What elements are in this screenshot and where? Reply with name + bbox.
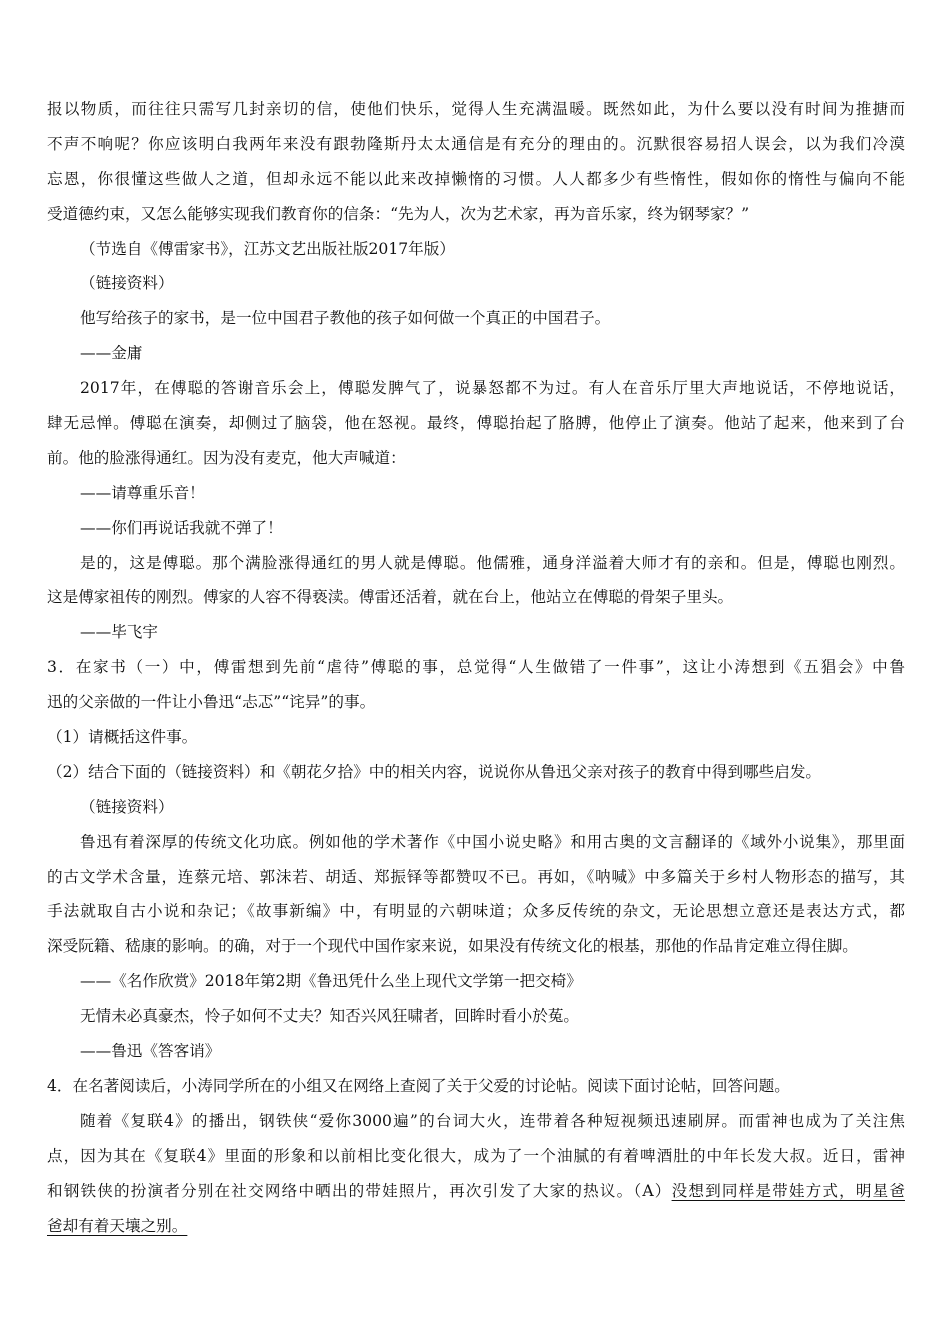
paragraph	[47, 476, 905, 511]
text-line: 2017年，在傅聪的答谢音乐会上，傅聪发脾气了，说暴怒都不为过。有人在音乐厅里大声地说话，不停地说话，	[80, 379, 905, 398]
text-line: ——毕飞宇	[80, 623, 158, 642]
paragraph	[47, 720, 905, 755]
paragraph	[47, 615, 905, 650]
text-line: 点，因为其在《复联4》里面的形象和以前相比变化很大，成为了一个油腻的有着啤酒肚的中年长发大叔。近日，雷神	[47, 1146, 905, 1165]
text-line	[47, 1174, 905, 1209]
text-line: （2）结合下面的（链接资料）和《朝花夕拾》中的相关内容，说说你从鲁迅父亲对孩子的教育中得到哪些启发。	[47, 762, 822, 781]
text-line: （节选自《傅雷家书》，江苏文艺出版社版2017年版）	[80, 239, 455, 258]
paragraph	[47, 301, 905, 336]
text-line: （1）请概括这件事。	[47, 728, 198, 747]
text-line: 迅的父亲做的一件让小鲁迅“忐忑”“诧异”的事。	[47, 693, 376, 712]
text-line: 4．在名著阅读后，小涛同学所在的小组又在网络上查阅了关于父爱的讨论帖。阅读下面讨论帖，回答问题。	[47, 1076, 790, 1095]
paragraph	[47, 232, 905, 267]
text-line: 忘恩，你很懂这些做人之道，但却永远不能以此来改掉懒惰的习惯。人人都多少有些惰性，假如你的惰性与偏向不能	[47, 169, 905, 188]
text-line: 他写给孩子的家书，是一位中国君子教他的孩子如何做一个真正的中国君子。	[80, 309, 611, 328]
text-line: 这是傅家祖传的刚烈。傅家的人容不得亵渎。傅雷还活着，就在台上，他站立在傅聪的骨架子里头。	[47, 588, 734, 607]
text-line: 深受阮籍、嵇康的影响。的确，对于一个现代中国作家来说，如果没有传统文化的根基，那他的作品肯定难立得住脚。	[47, 937, 858, 956]
paragraph	[47, 999, 905, 1034]
text-line: 受道德约束，又怎么能够实现我们教育你的信条：“先为人，次为艺术家，再为音乐家，终为钢琴家？”	[47, 204, 750, 223]
text-line: ——金庸	[80, 344, 143, 363]
paragraph	[47, 1069, 905, 1104]
text-segment: 和钢铁侠的扮演者分别在社交网络中晒出的带娃照片，再次引发了大家的热议。（A）	[47, 1181, 672, 1200]
paragraph	[47, 650, 905, 720]
text-line: 肆无忌惮。傅聪在演奏，却侧过了脑袋，他在怒视。最终，傅聪抬起了胳膊，他停止了演奏。他站了起来，他来到了台	[47, 414, 905, 433]
text-line: 鲁迅有着深厚的传统文化功底。例如他的学术著作《中国小说史略》和用古奥的文言翻译的《域外小说集》，那里面	[80, 832, 905, 851]
text-line: 随着《复联4》的播出，钢铁侠“爱你3000遍”的台词大火，连带着各种短视频迅速刷屏。而雷神也成为了关注焦	[80, 1111, 905, 1130]
paragraph	[47, 790, 905, 825]
text-line: ——你们再说话我就不弹了！	[80, 518, 283, 537]
text-line: 前。他的脸涨得通红。因为没有麦克，他大声喊道：	[47, 448, 406, 467]
text-line: 不声不响呢？你应该明白我两年来没有跟勃隆斯丹太太通信是有充分的理由的。沉默很容易招人误会，以为我们冷漠	[47, 134, 905, 153]
document-page	[47, 92, 905, 1243]
text-line: 无情未必真豪杰，怜子如何不丈夫？知否兴风狂啸者，回眸时看小於菟。	[80, 1007, 580, 1026]
underlined-text: 没想到同样是带娃方式，明星爸	[671, 1181, 905, 1200]
paragraph	[47, 511, 905, 546]
text-line	[47, 1209, 905, 1244]
paragraph	[47, 1104, 905, 1244]
text-line: 是的，这是傅聪。那个满脸涨得通红的男人就是傅聪。他儒雅，通身洋溢着大师才有的亲和。但是，傅聪也刚烈。	[80, 553, 905, 572]
paragraph	[47, 964, 905, 999]
text-line: 手法就取自古小说和杂记；《故事新编》中，有明显的六朝味道；众多反传统的杂文，无论思想立意还是表达方式，都	[47, 902, 905, 921]
text-line: 3．在家书（一）中，傅雷想到先前“虐待”傅聪的事，总觉得“人生做错了一件事”，这让小涛想到《五猖会》中鲁	[47, 658, 905, 677]
text-line: 报以物质，而往往只需写几封亲切的信，使他们快乐，觉得人生充满温暖。既然如此，为什么要以没有时间为推搪而	[47, 100, 905, 118]
text-line: 的古文学术含量，连蔡元培、郭沫若、胡适、郑振铎等都赞叹不已。再如，《呐喊》中多篇关于乡村人物形态的描写，其	[47, 867, 905, 886]
text-line: （链接资料）	[80, 274, 174, 293]
text-line: （链接资料）	[80, 797, 174, 816]
paragraph	[47, 1034, 905, 1069]
paragraph	[47, 371, 905, 476]
text-line: ——《名作欣赏》2018年第2期《鲁迅凭什么坐上现代文学第一把交椅》	[80, 972, 582, 991]
paragraph	[47, 546, 905, 616]
paragraph	[47, 336, 905, 371]
paragraph	[47, 266, 905, 301]
text-line: ——请尊重乐音！	[80, 483, 205, 502]
underlined-text: 爸却有着天壤之别。	[47, 1216, 188, 1235]
paragraph	[47, 92, 905, 232]
text-line: ——鲁迅《答客诮》	[80, 1042, 221, 1061]
paragraph	[47, 825, 905, 965]
paragraph	[47, 755, 905, 790]
